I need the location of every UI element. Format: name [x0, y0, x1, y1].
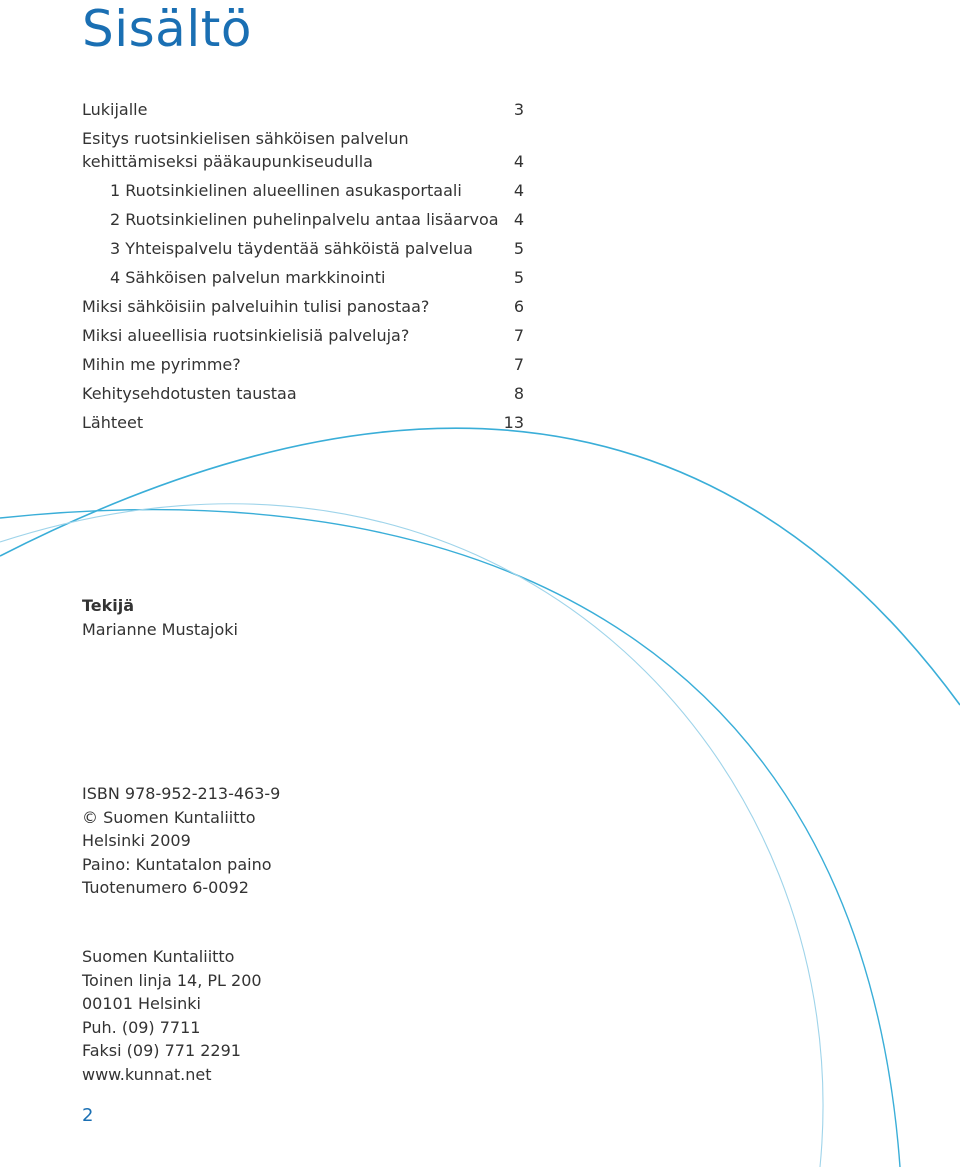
- toc-entry-title: 3 Yhteispalvelu täydentää sähköistä palvelua: [110, 239, 473, 258]
- toc-entry-title: Lukijalle: [82, 100, 148, 119]
- toc-entry-title: Lähteet: [82, 413, 144, 432]
- product-number: Tuotenumero 6-0092: [82, 878, 249, 897]
- copyright: © Suomen Kuntaliitto: [82, 807, 256, 827]
- toc-entry-page: 7: [513, 355, 524, 374]
- author-block: [82, 594, 238, 641]
- contact-org: Suomen Kuntaliitto: [82, 947, 235, 966]
- toc-entry-page: 13: [503, 413, 524, 432]
- toc-entry-page: 6: [513, 297, 524, 316]
- page-title: Sisältö: [82, 0, 252, 58]
- toc-entry-title: Miksi alueellisia ruotsinkielisiä palveluja?: [82, 326, 410, 345]
- contact-info: [82, 945, 262, 1086]
- contact-address: Toinen linja 14, PL 200: [82, 970, 262, 990]
- toc-entry-page: 5: [513, 239, 524, 258]
- page-number: 2: [82, 1105, 94, 1126]
- author-name: Marianne Mustajoki: [82, 619, 238, 639]
- place-year: Helsinki 2009: [82, 831, 191, 850]
- toc-entry-title: Miksi sähköisiin palveluihin tulisi panostaa?: [82, 297, 430, 316]
- contact-fax: Faksi (09) 771 2291: [82, 1041, 241, 1060]
- toc-entry-page: 3: [513, 100, 524, 119]
- publication-info: [82, 782, 280, 900]
- toc-entry-page: 4: [513, 181, 524, 200]
- printer: Paino: Kuntatalon paino: [82, 854, 272, 874]
- toc-entry-page: 4: [513, 210, 524, 229]
- arc-outer: [0, 428, 960, 705]
- toc-entry-title: 1 Ruotsinkielinen alueellinen asukasportaali: [110, 181, 462, 200]
- toc-entry-title: 2 Ruotsinkielinen puhelinpalvelu antaa lisäarvoa: [110, 210, 499, 229]
- contact-postal: 00101 Helsinki: [82, 994, 201, 1013]
- toc-entry-title: 4 Sähköisen palvelun markkinointi: [110, 268, 386, 287]
- toc-entry-page: 4: [513, 152, 524, 171]
- author-label: Tekijä: [82, 596, 135, 615]
- toc-entry-page: 7: [513, 326, 524, 345]
- toc-entry-page: 5: [513, 268, 524, 287]
- contact-web[interactable]: www.kunnat.net: [82, 1064, 212, 1084]
- toc-entry-page: 8: [513, 384, 524, 403]
- contact-phone: Puh. (09) 7711: [82, 1017, 201, 1037]
- toc-entry-title: Kehitysehdotusten taustaa: [82, 384, 297, 403]
- toc-entry-title: Mihin me pyrimme?: [82, 355, 241, 374]
- isbn: ISBN 978-952-213-463-9: [82, 784, 281, 803]
- toc-entry-title: Esitys ruotsinkielisen sähköisen palvelun kehittämiseksi pääkaupunkiseudulla: [82, 129, 409, 171]
